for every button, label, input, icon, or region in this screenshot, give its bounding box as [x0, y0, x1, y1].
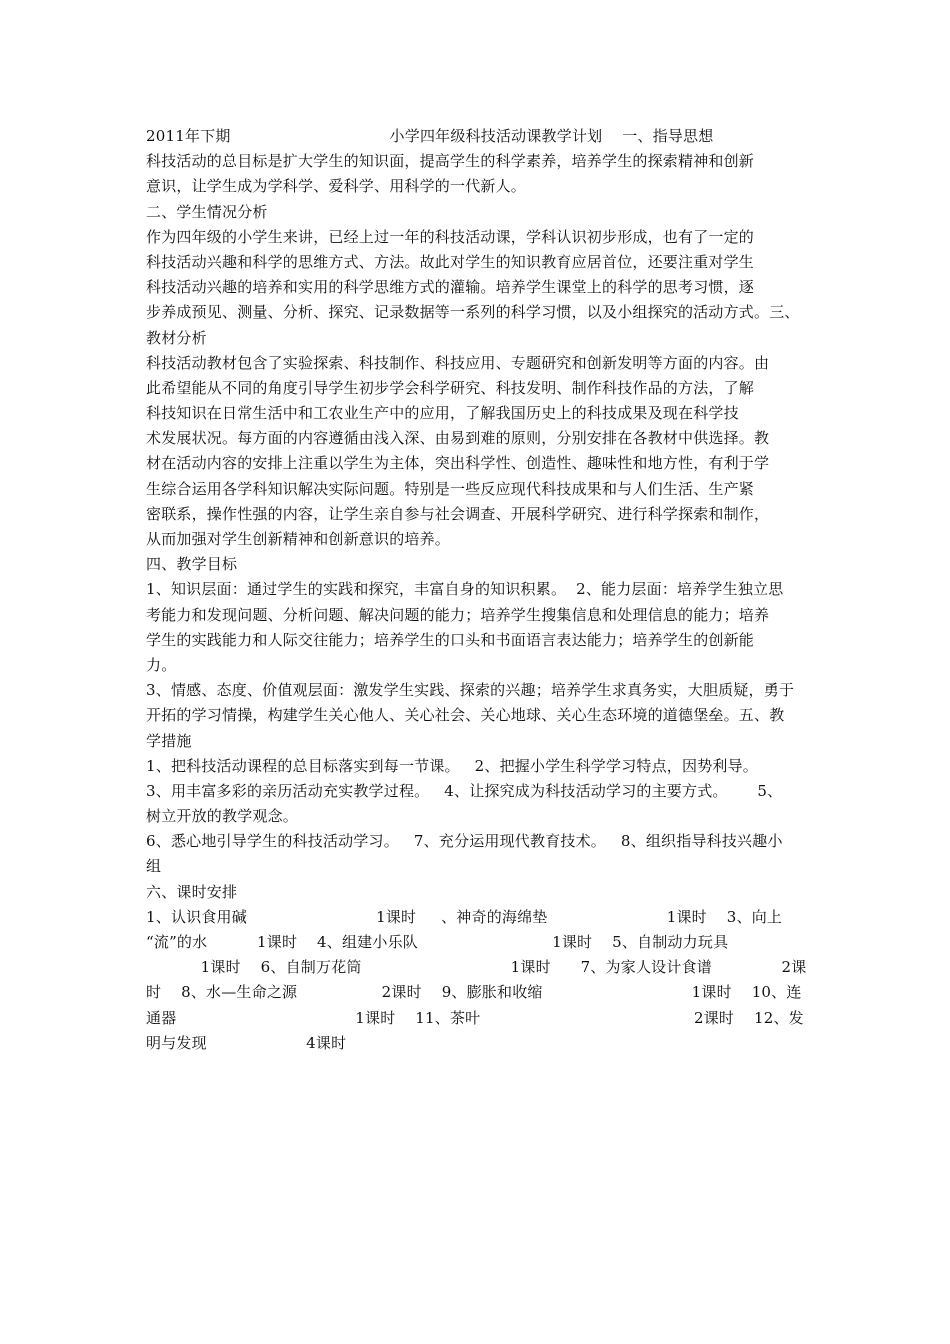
text-line: 密联系，操作性强的内容，让学生亲自参与社会调查、开展科学研究、进行科学探索和制作， — [146, 504, 770, 523]
text-line: 作为四年级的小学生来讲，已经上过一年的科技活动课，学科认识初步形成，也有了一定的 — [146, 227, 755, 246]
text-line: 四、教学目标 — [146, 555, 238, 574]
text-line: 科技知识在日常生活中和工农业生产中的应用，了解我国历史上的科技成果及现在科学技 — [146, 404, 739, 423]
text-line: 通器 1课时 11、茶叶 2课时 12、发 — [146, 1008, 804, 1027]
text-line: 意识，让学生成为学科学、爱科学、用科学的一代新人。 — [146, 177, 527, 196]
text-line: 从而加强对学生创新精神和创新意识的培养。 — [146, 530, 451, 548]
text-line: 科技活动兴趣的培养和实用的科学思维方式的灌输。培养学生课堂上的科学的思考习惯，逐 — [146, 278, 755, 297]
text-line: 术发展状况。每方面的内容遵循由浅入深、由易到难的原则，分别安排在各教材中供选择。教 — [146, 429, 770, 448]
text-line: 组 — [146, 857, 162, 876]
text-line: 科技活动教材包含了实验探索、科技制作、科技应用、专题研究和创新发明等方面的内容。由 — [146, 353, 770, 372]
text-line: 时 8、水—生命之源 2课时 9、膨胀和收缩 1课时 10、连 — [146, 983, 802, 1002]
text-line: 六、课时安排 — [146, 882, 238, 901]
text-line: 学措施 — [146, 731, 192, 750]
text-line: 3、情感、态度、价值观层面：激发学生实践、探索的兴趣；培养学生求真务实，大胆质疑，勇于 — [146, 681, 795, 700]
text-line: 此希望能从不同的角度引导学生初步学会科学研究、科技发明、制作科技作品的方法，了解 — [146, 378, 755, 397]
text-line: 开拓的学习情操，构建学生关心他人、关心社会、关心地球、关心生态环境的道德堡垒。五、教 — [146, 706, 785, 725]
text-line: 2011年下期 小学四年级科技活动课教学计划 一、指导思想 — [146, 127, 714, 145]
text-line: 1、认识食用碱 1课时 、神奇的海绵垫 1课时 3、向上 — [146, 907, 783, 926]
text-line: 材在活动内容的安排上注重以学生为主体，突出科学性、创造性、趣味性和地方性，有利于学 — [146, 454, 770, 473]
text-line: “流”的水 1课时 4、组建小乐队 1课时 5、自制动力玩具 — [146, 933, 729, 951]
text-line: 6、悉心地引导学生的科技活动学习。 7、充分运用现代教育技术。 8、组织指导科技兴趣小 — [146, 832, 783, 851]
text-line: 1、知识层面：通过学生的实践和探究，丰富自身的知识积累。 2、能力层面：培养学生独立思 — [146, 580, 784, 599]
text-line: 步养成预见、测量、分析、探究、记录数据等一系列的科学习惯，以及小组探究的活动方式。三、 — [146, 303, 800, 322]
text-line: 1、把科技活动课程的总目标落实到每一节课。 2、把握小学生科学学习特点，因势利导。 — [146, 756, 758, 775]
text-line: 3、用丰富多彩的亲历活动充实教学过程。 4、让探究成为科技活动学习的主要方式。 5、 — [146, 781, 783, 800]
text-line: 科技活动的总目标是扩大学生的知识面，提高学生的科学素养，培养学生的探索精神和创新 — [146, 152, 755, 171]
text-line: 力。 — [146, 655, 177, 674]
document-body — [146, 124, 812, 1056]
text-line: 教材分析 — [146, 328, 207, 347]
text-line: 考能力和发现问题、分析问题、解决问题的能力；培养学生搜集信息和处理信息的能力；培养 — [146, 605, 770, 624]
text-line: 科技活动兴趣和科学的思维方式、方法。故此对学生的知识教育应居首位，还要注重对学生 — [146, 252, 755, 271]
text-line: 树立开放的教学观念。 — [146, 807, 299, 826]
text-line: 明与发现 4课时 — [146, 1033, 347, 1052]
text-line: 1课时 6、自制万花筒 1课时 7、为家人设计食谱 2课 — [146, 958, 807, 977]
text-line: 生综合运用各学科知识解决实际问题。特别是一些反应现代科技成果和与人们生活、生产紧 — [146, 479, 755, 498]
text-line: 学生的实践能力和人际交往能力；培养学生的口头和书面语言表达能力；培养学生的创新能 — [146, 630, 755, 649]
text-line: 二、学生情况分析 — [146, 202, 268, 221]
